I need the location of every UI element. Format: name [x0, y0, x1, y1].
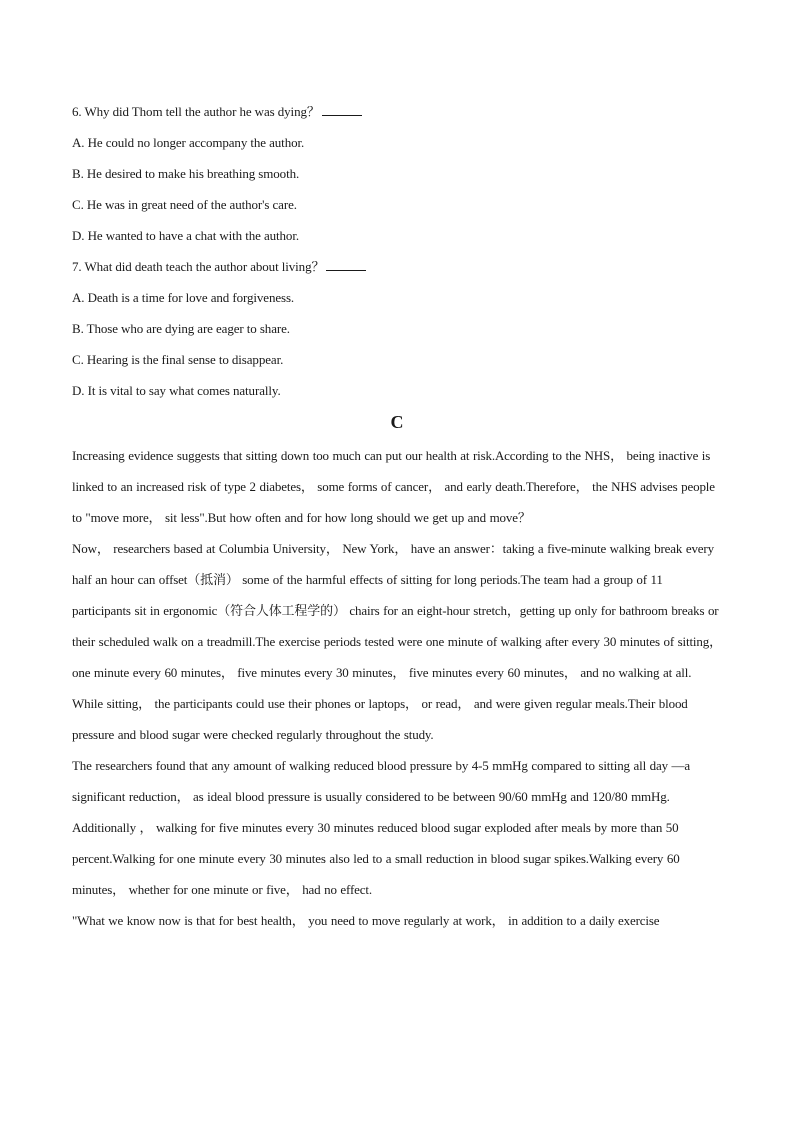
- question-6-option-c: C. He was in great need of the author's care.: [72, 197, 297, 212]
- question-7-option-b: B. Those who are dying are eager to share.: [72, 321, 290, 336]
- passage-paragraph: Increasing evidence suggests that sitting down too much can put our health at risk.According to the NHS， being inactive is linked to an increased risk of type 2 diabetes， some forms of cancer， and early death.Therefore， the NHS advises people to "move more， sit less".But how often and for how long should we get up and move？: [72, 448, 715, 525]
- question-6-text: 6. Why did Thom tell the author he was dying？: [72, 104, 320, 119]
- passage-paragraph: While sitting， the participants could use their phones or laptops， or read， and were given regular meals.Their blood pressure and blood sugar were checked regularly throughout the study.: [72, 696, 688, 742]
- document-page: [72, 96, 722, 936]
- question-7-option-a: A. Death is a time for love and forgiveness.: [72, 290, 295, 305]
- question-6-stem: [72, 96, 722, 127]
- question-7-option-c: C. Hearing is the final sense to disappear.: [72, 352, 284, 367]
- section-title: C: [390, 412, 404, 432]
- question-7-option-d: D. It is vital to say what comes naturally.: [72, 383, 281, 398]
- question-7-stem: [72, 251, 722, 282]
- question-6-option-a: A. He could no longer accompany the author.: [72, 135, 305, 150]
- question-6-option-d: D. He wanted to have a chat with the author.: [72, 228, 299, 243]
- passage-paragraph: The researchers found that any amount of walking reduced blood pressure by 4-5 mmHg compared to sitting all day —a significant reduction， as ideal blood pressure is usually considered to be between 90/60 mmHg and 120/80 mmHg.: [72, 758, 691, 804]
- passage-paragraph: Additionally ， walking for five minutes every 30 minutes reduced blood sugar exploded after meals by more than 50 percent.Walking for one minute every 30 minutes also led to a small reduction in blood sugar spikes.Walking every 60 minutes， whether for one minute or five， had no effect.: [72, 820, 680, 897]
- passage-paragraph: Now， researchers based at Columbia University， New York， have an answer：taking a five-minute walking break every half an hour can offset（抵消） some of the harmful effects of sitting for long periods.The team had a group of 11 participants sit in ergonomic（符合人体工程学的） chairs for an eight-hour stretch，getting up only for bathroom breaks or their scheduled walk on a treadmill.The exercise periods tested were one minute of walking after every 30 minutes of sitting， one minute every 60 minutes， five minutes every 30 minutes， five minutes every 60 minutes， and no walking at all.: [72, 541, 722, 680]
- passage-paragraph: "What we know now is that for best health， you need to move regularly at work， in addition to a daily exercise: [72, 913, 660, 928]
- question-6-option-b: B. He desired to make his breathing smooth.: [72, 166, 300, 181]
- answer-blank: [322, 103, 362, 116]
- answer-blank: [326, 258, 366, 271]
- question-7-text: 7. What did death teach the author about living？: [72, 259, 325, 274]
